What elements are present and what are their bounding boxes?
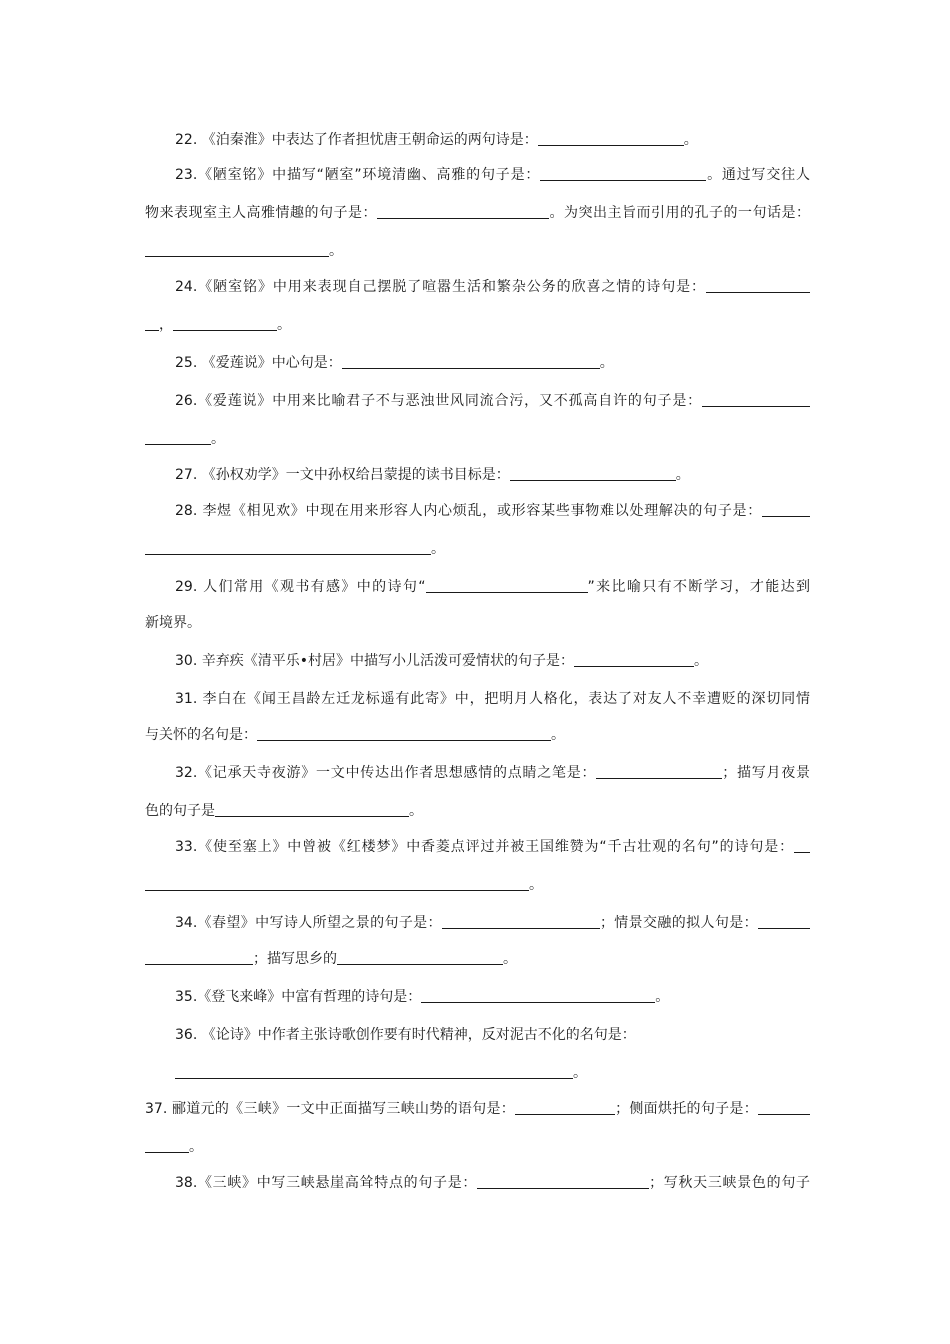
question-29: 29. 人们常用《观书有感》中的诗句“ ”来比喻只有不断学习，才能达到 xyxy=(175,575,810,599)
answer-blank-29[interactable] xyxy=(426,576,588,593)
question-37-line-2: 。 xyxy=(145,1135,810,1159)
answer-blank-25[interactable] xyxy=(342,352,600,369)
question-37: 37. 郦道元的《三峡》一文中正面描写三峡山势的语句是： ；侧面烘托的句子是： xyxy=(145,1097,810,1121)
answer-blank-28b[interactable] xyxy=(145,538,431,555)
question-30: 30. 辛弃疾《清平乐•村居》中描写小儿活泼可爱情状的句子是： 。 xyxy=(175,649,810,673)
answer-blank-23a[interactable] xyxy=(540,164,706,181)
question-29-line-2: 新境界。 xyxy=(145,615,201,631)
answer-blank-33b[interactable] xyxy=(145,874,529,891)
question-26 xyxy=(175,389,810,413)
question-34-line-2: ；描写思乡的 。 xyxy=(145,947,810,971)
question-25-text: 25. 《爱莲说》中心句是： xyxy=(175,355,342,371)
answer-blank-26b[interactable] xyxy=(145,428,211,445)
question-31 xyxy=(175,687,810,711)
question-22-text: 22. 《泊秦淮》中表达了作者担忧唐王朝命运的两句诗是： xyxy=(175,132,538,148)
answer-blank-30[interactable] xyxy=(574,650,694,667)
answer-blank-31[interactable] xyxy=(257,724,551,741)
question-23-line-2: 物来表现室主人高雅情趣的句子是： 。为突出主旨而引用的孔子的一句话是： xyxy=(145,201,810,225)
question-31-line-2: 与关怀的名句是： 。 xyxy=(145,723,810,747)
question-25: 25. 《爱莲说》中心句是： 。 xyxy=(175,351,810,375)
answer-blank-34a[interactable] xyxy=(442,912,600,929)
answer-blank-37a[interactable] xyxy=(515,1098,615,1115)
question-24 xyxy=(175,275,810,299)
answer-blank-33a[interactable] xyxy=(794,836,810,853)
question-34-text: 34.《春望》中写诗人所望之景的句子是： xyxy=(175,915,442,931)
question-34: 34.《春望》中写诗人所望之景的句子是： ；情景交融的拟人句是： xyxy=(175,911,810,935)
question-31-text: 31. 李白在《闻王昌龄左迁龙标遥有此寄》中，把明月人格化，表达了对友人不幸遭贬的深切同情 xyxy=(175,691,810,707)
question-38-text: 38.《三峡》中写三峡悬崖高耸特点的句子是： xyxy=(175,1175,478,1191)
answer-blank-32a[interactable] xyxy=(596,762,722,779)
question-27-text: 27. 《孙权劝学》一文中孙权给吕蒙提的读书目标是： xyxy=(175,467,510,483)
answer-blank-22[interactable] xyxy=(538,129,684,146)
question-28-line-2: 。 xyxy=(145,537,810,561)
question-35-text: 35.《登飞来峰》中富有哲理的诗句是： xyxy=(175,989,422,1005)
question-32-line-2: 色的句子是 。 xyxy=(145,799,810,823)
answer-blank-32b[interactable] xyxy=(215,800,409,817)
answer-blank-37b[interactable] xyxy=(758,1098,810,1115)
question-27: 27. 《孙权劝学》一文中孙权给吕蒙提的读书目标是： 。 xyxy=(175,463,810,487)
question-36-text: 36. 《论诗》中作者主张诗歌创作要有时代精神，反对泥古不化的名句是： xyxy=(175,1027,636,1043)
question-24-text: 24.《陋室铭》中用来表现自己摆脱了喧嚣生活和繁杂公务的欣喜之情的诗句是： xyxy=(175,279,706,295)
answer-blank-36[interactable] xyxy=(175,1062,573,1079)
question-37-text: 37. 郦道元的《三峡》一文中正面描写三峡山势的语句是： xyxy=(145,1101,516,1117)
question-36-line-2: 。 xyxy=(175,1061,810,1085)
question-24-line-2: ， 。 xyxy=(145,313,810,337)
question-28 xyxy=(175,499,810,523)
answer-blank-34b-cont[interactable] xyxy=(145,948,253,965)
answer-blank-24b[interactable] xyxy=(173,314,277,331)
answer-blank-38a[interactable] xyxy=(477,1172,649,1189)
question-26-text: 26.《爱莲说》中用来比喻君子不与恶浊世风同流合污，又不孤高自许的句子是： xyxy=(175,393,702,409)
question-23: 23.《陋室铭》中描写“陋室”环境清幽、高雅的句子是： 。通过写交往人 xyxy=(175,163,810,187)
question-29-text: 29. 人们常用《观书有感》中的诗句“ xyxy=(175,579,426,595)
answer-blank-23c[interactable] xyxy=(145,240,329,257)
answer-blank-34c[interactable] xyxy=(337,948,503,965)
answer-blank-37b-cont[interactable] xyxy=(145,1136,189,1153)
question-26-line-2: 。 xyxy=(145,427,810,451)
answer-blank-27[interactable] xyxy=(510,464,676,481)
question-36 xyxy=(175,1023,810,1047)
question-32: 32.《记承天寺夜游》一文中传达出作者思想感情的点睛之笔是： ；描写月夜景 xyxy=(175,761,810,785)
question-35: 35.《登飞来峰》中富有哲理的诗句是： 。 xyxy=(175,985,810,1009)
answer-blank-24a[interactable] xyxy=(706,276,810,293)
question-33-line-2: 。 xyxy=(145,873,810,897)
question-30-text: 30. 辛弃疾《清平乐•村居》中描写小儿活泼可爱情状的句子是： xyxy=(175,653,574,669)
answer-blank-34b[interactable] xyxy=(758,912,810,929)
question-33-text: 33.《使至塞上》中曾被《红楼梦》中香菱点评过并被王国维赞为“千古壮观的名句”的诗句是： xyxy=(175,839,794,855)
answer-blank-26a[interactable] xyxy=(702,390,810,407)
question-23-text: 23.《陋室铭》中描写“陋室”环境清幽、高雅的句子是： xyxy=(175,167,541,183)
question-22: 22. 《泊秦淮》中表达了作者担忧唐王朝命运的两句诗是： 。 xyxy=(175,128,810,152)
question-38: 38.《三峡》中写三峡悬崖高耸特点的句子是： ；写秋天三峡景色的句子 xyxy=(175,1171,810,1195)
answer-blank-23b[interactable] xyxy=(377,202,549,219)
answer-blank-24a-cont[interactable] xyxy=(145,314,159,331)
question-33 xyxy=(175,835,810,859)
question-32-text: 32.《记承天寺夜游》一文中传达出作者思想感情的点睛之笔是： xyxy=(175,765,597,781)
question-23-line-3: 。 xyxy=(145,239,810,263)
question-28-text: 28. 李煜《相见欢》中现在用来形容人内心烦乱，或形容某些事物难以处理解决的句子是： xyxy=(175,503,762,519)
answer-blank-28a[interactable] xyxy=(762,500,810,517)
answer-blank-35[interactable] xyxy=(421,986,655,1003)
